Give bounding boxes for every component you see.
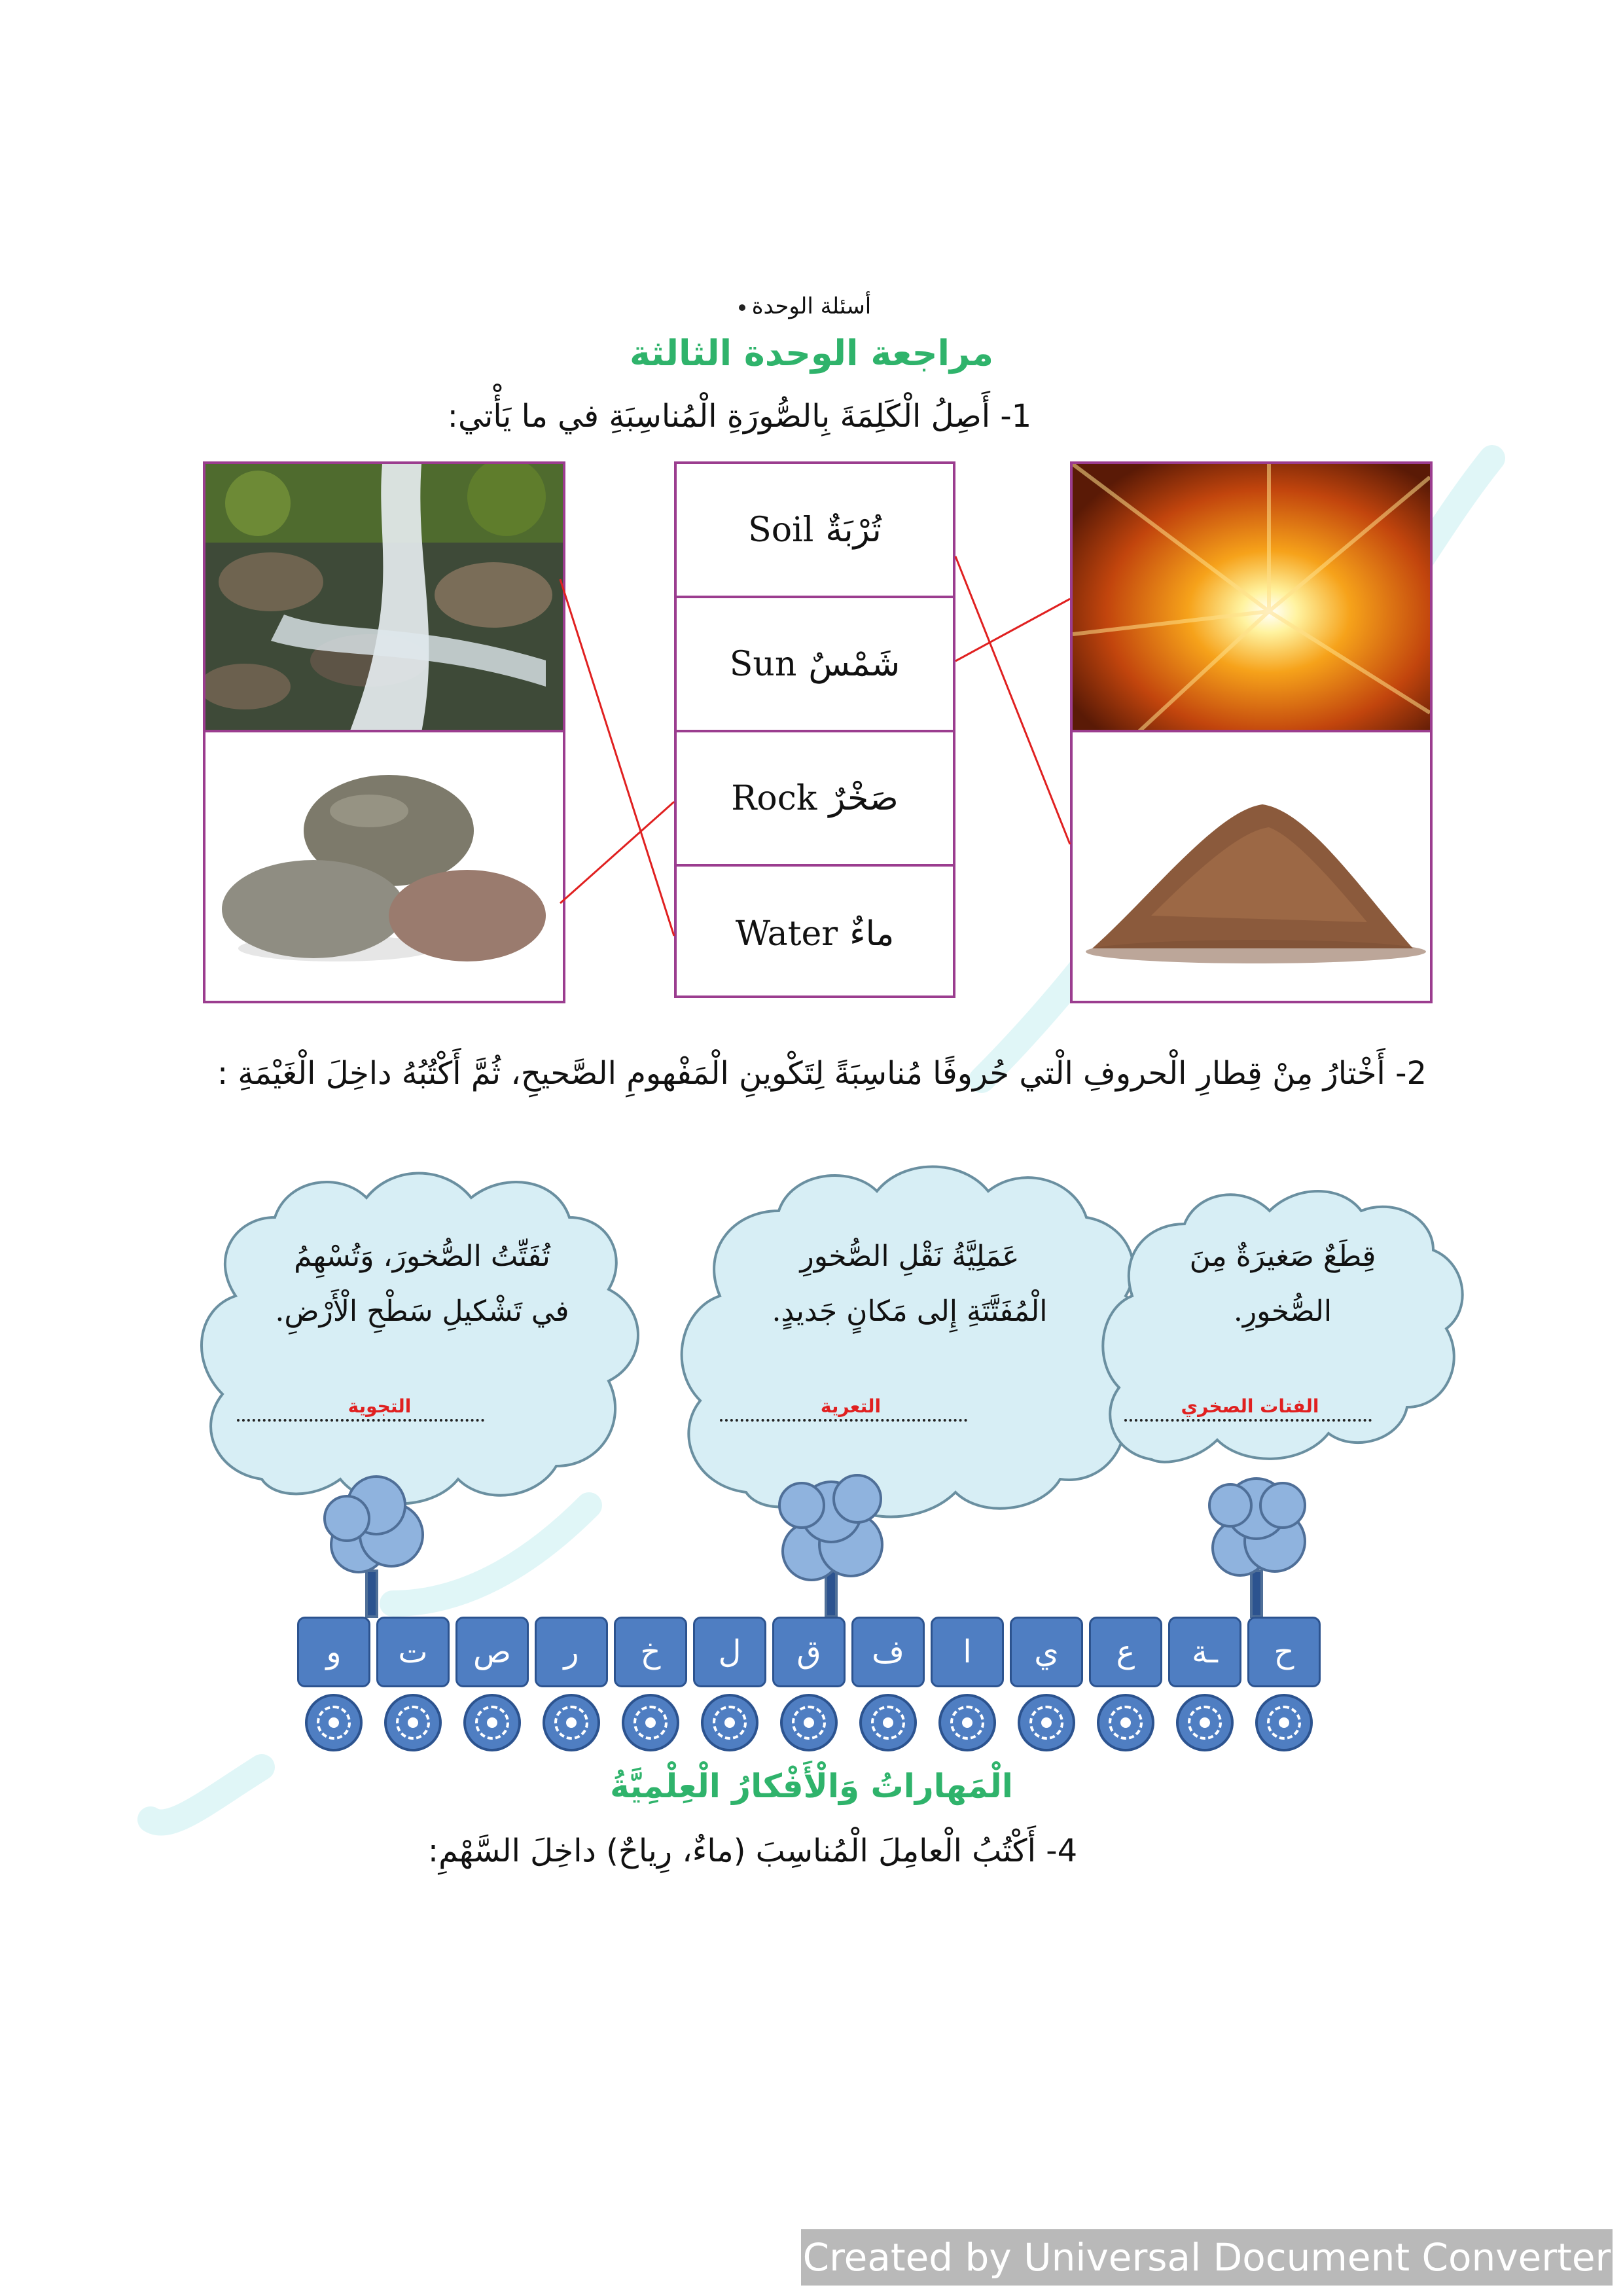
wheel-icon <box>384 1694 442 1751</box>
wheel-icon <box>622 1694 679 1751</box>
train-car-11[interactable]: ع <box>1089 1617 1162 1687</box>
wheel-icon <box>1097 1694 1154 1751</box>
train-car-13[interactable]: ح <box>1247 1617 1321 1687</box>
cloud-3-answer: الفتات الصخري <box>1181 1395 1319 1417</box>
train-car-3[interactable]: ص <box>455 1617 529 1687</box>
cloud-2-answer: التعرية <box>820 1395 882 1417</box>
wheel-icon <box>1018 1694 1075 1751</box>
train-car-6[interactable]: ل <box>693 1617 766 1687</box>
cloud-1-answer: التجوية <box>348 1395 412 1417</box>
train-car-8[interactable]: ف <box>851 1617 925 1687</box>
train-car-5[interactable]: خ <box>614 1617 687 1687</box>
question-4-prompt: 4- أَكْتُبُ الْعامِلَ الْمُناسِبَ (ماءٌ، رِياحٌ) داخِلَ السَّهْمِ: <box>427 1833 1078 1869</box>
word-ar: تُرْبَةٌ <box>825 510 882 550</box>
word-en: Rock <box>731 778 817 818</box>
word-ar: شَمْسٌ <box>808 644 901 684</box>
question-1-prompt: 1- أَصِلُ الْكَلِمَةَ بِالصُّورَةِ الْمُناسِبَةِ في ما يَأْتي: <box>447 398 1032 435</box>
cloud-2-shape <box>682 1167 1150 1517</box>
wheel-icon <box>1176 1694 1234 1751</box>
wheel-icon <box>701 1694 758 1751</box>
cloud-1-text <box>232 1229 612 1339</box>
cloud-2-text <box>707 1229 1113 1339</box>
word-en: Sun <box>729 644 797 684</box>
wheel-icon <box>305 1694 363 1751</box>
word-en: Water <box>735 914 838 954</box>
cloud-3-line-2: الصُّخورِ. <box>1233 1295 1332 1328</box>
train-car-2[interactable]: ت <box>376 1617 450 1687</box>
cloud-3-answer-line[interactable] <box>1124 1419 1372 1422</box>
cloud-3-line-1: قِطَعٌ صَغيرَةٌ مِنَ <box>1189 1240 1376 1273</box>
unit-label-text: أسئلة الوحدة <box>751 293 872 319</box>
converter-footer: Created by Universal Document Converter <box>801 2229 1613 2286</box>
cloud-1-line-2: في تَشْكيلِ سَطْحِ الْأَرْضِ. <box>275 1295 569 1328</box>
word-ar: ماءٌ <box>849 914 895 954</box>
cloud-2-answer-line[interactable] <box>720 1419 967 1422</box>
word-en: Soil <box>748 510 814 550</box>
wheel-icon <box>780 1694 838 1751</box>
wheel-icon <box>938 1694 996 1751</box>
cloud-2-line-1: عَمَلِيَّةُ نَقْلِ الصُّخورِ <box>800 1240 1020 1273</box>
cloud-3-text <box>1139 1229 1427 1339</box>
train-car-4[interactable]: ر <box>535 1617 608 1687</box>
smoke-puff-2 <box>779 1475 882 1617</box>
cloud-2-line-2: الْمُفَتَّتَةِ إِلى مَكانٍ جَديدٍ. <box>772 1295 1048 1328</box>
wheel-icon <box>463 1694 521 1751</box>
word-ar: صَخْرٌ <box>829 778 899 818</box>
cloud-1-answer-line[interactable] <box>237 1419 484 1422</box>
train-car-1[interactable]: و <box>297 1617 370 1687</box>
wheel-icon <box>859 1694 917 1751</box>
question-2-prompt: 2- أَخْتارُ مِنْ قِطارِ الْحروفِ الْتي حُروفًا مُناسِبَةً لِتَكْوينِ الْمَفْهومِ الصَّحيحِ، ثُمَّ أَكْتُبُهُ داخِلَ الْغَيْمَةِ : <box>217 1055 1427 1092</box>
wheel-icon <box>543 1694 600 1751</box>
train-car-7[interactable]: ق <box>772 1617 846 1687</box>
train-car-9[interactable]: ا <box>931 1617 1004 1687</box>
cloud-1-line-1: تُفَتِّتُ الصُّخورَ، وَتُسْهِمُ <box>294 1240 550 1273</box>
skills-section-title: الْمَهاراتُ وَالْأَفْكارُ الْعِلْمِيَّةُ <box>610 1767 1013 1805</box>
wheel-icon <box>1255 1694 1313 1751</box>
train-car-10[interactable]: ي <box>1010 1617 1083 1687</box>
page-title: مراجعة الوحدة الثالثة <box>629 332 994 374</box>
train-car-12[interactable]: ـة <box>1168 1617 1241 1687</box>
smoke-puff-3 <box>1209 1479 1305 1617</box>
